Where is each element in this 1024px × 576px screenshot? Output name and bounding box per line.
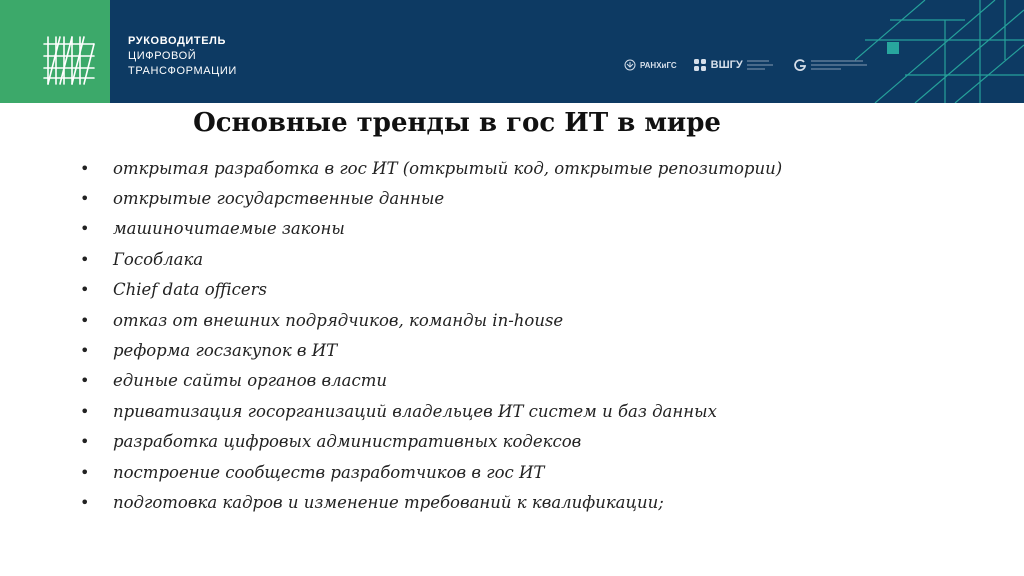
header-bar [0, 0, 1024, 103]
list-item-text: отказ от внешних подрядчиков, команды in-house [113, 310, 564, 330]
program-logo [0, 0, 110, 103]
list-item [80, 244, 782, 274]
bullet-icon: • [80, 432, 90, 452]
partner-logos [624, 55, 869, 75]
bullet-icon: • [80, 492, 90, 512]
program-title-line-1: РУКОВОДИТЕЛЬ [128, 35, 227, 47]
program-logo-icon [0, 0, 110, 103]
bullet-icon: • [80, 158, 90, 178]
bullet-icon: • [80, 189, 90, 209]
slide-title: Основные тренды в гос ИТ в мире [193, 108, 721, 138]
list-item-text: Chief data officers [113, 280, 268, 300]
eagle-emblem-icon [624, 59, 636, 71]
list-item-text: открытая разработка в гос ИТ (открытый код, открытые репозитории) [113, 158, 783, 178]
list-item [80, 305, 782, 335]
partner-vshgu [693, 58, 777, 72]
trend-list [80, 153, 782, 518]
list-item [80, 427, 782, 457]
list-item-text: подготовка кадров и изменение требований к квалификации; [113, 492, 664, 512]
list-item [80, 153, 782, 183]
list-item-text: приватизация госорганизаций владельцев ИТ систем и баз данных [113, 401, 717, 421]
list-item-text: открытые государственные данные [113, 189, 445, 209]
list-item [80, 183, 782, 213]
partner-ranepa-name: РАНХиГС [640, 60, 677, 70]
list-item-text: разработка цифровых административных кодексов [113, 432, 582, 452]
vshgu-logo-icon [693, 58, 707, 72]
list-item-text: реформа госзакупок в ИТ [113, 341, 338, 361]
partner-vshgu-caption [747, 59, 777, 72]
partner-ranepa [624, 59, 677, 71]
list-item [80, 275, 782, 305]
bullet-icon: • [80, 341, 90, 361]
list-item-text: Гособлака [113, 249, 204, 269]
bullet-icon: • [80, 371, 90, 391]
list-item [80, 335, 782, 365]
bullet-icon: • [80, 280, 90, 300]
list-item [80, 457, 782, 487]
program-title-line-3: ТРАНСФОРМАЦИИ [128, 65, 237, 77]
bullet-icon: • [80, 462, 90, 482]
list-item [80, 487, 782, 517]
bullet-icon: • [80, 219, 90, 239]
program-title-line-2: ЦИФРОВОЙ [128, 50, 197, 62]
partner-vshgu-name: ВШГУ [710, 59, 743, 71]
list-item [80, 214, 782, 244]
decorative-line-pattern [855, 0, 1024, 103]
g-logo-icon [793, 58, 807, 72]
bullet-icon: • [80, 401, 90, 421]
list-item-text: построение сообществ разработчиков в гос ИТ [113, 462, 545, 482]
bullet-icon: • [80, 310, 90, 330]
list-item [80, 366, 782, 396]
list-item [80, 396, 782, 426]
bullet-icon: • [80, 249, 90, 269]
list-item-text: машиночитаемые законы [113, 219, 345, 239]
list-item-text: единые сайты органов власти [113, 371, 387, 391]
program-title [128, 34, 237, 79]
